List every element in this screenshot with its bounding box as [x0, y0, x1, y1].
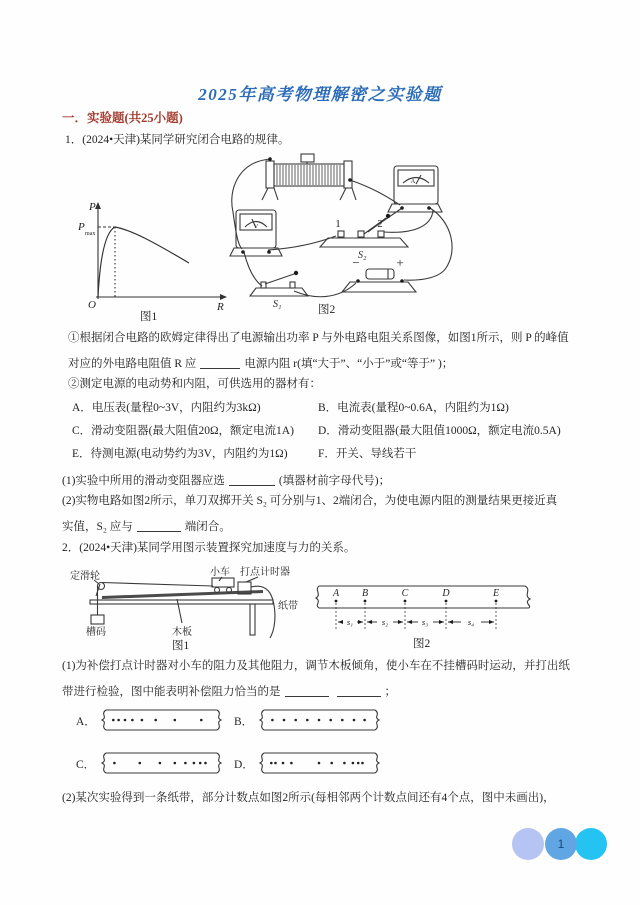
option-b — [318, 403, 509, 415]
option-f — [318, 449, 416, 461]
weight-label: 槽码 — [86, 627, 106, 638]
option-e-text: 待测电源(电动势约为3V，内阻约为1Ω) — [90, 448, 288, 460]
answer-blank-q2-1a[interactable] — [285, 684, 329, 697]
option-a-label: A． — [72, 402, 92, 414]
answer-blank-q2-1b[interactable] — [337, 684, 381, 697]
tape-option-b-label: B． — [234, 716, 254, 728]
q1-sub2-line2 — [62, 519, 231, 534]
board-label: 木板 — [172, 627, 192, 638]
fig1-pmax: P — [78, 221, 85, 233]
q1-sub1 — [62, 473, 390, 488]
tape-option-c-label: C． — [76, 759, 96, 771]
tape-option-a-label: A． — [76, 716, 96, 728]
q2-sub1-line1: (1)为补偿打点计时器对小车的阻力及其他阻力，调节木板倾角，使小车在不挂槽码时运动，并打出纸 — [62, 660, 570, 672]
option-f-text: 开关、导线若干 — [335, 448, 417, 460]
page-dot-right[interactable] — [575, 828, 607, 860]
ammeter-label: A — [410, 178, 416, 185]
fig1-caption: 图1 — [140, 311, 158, 323]
tape-option-a — [98, 707, 226, 733]
point-d-label: D — [442, 588, 450, 599]
fig1-pmax-sub: max — [85, 231, 96, 237]
timer-label: 打点计时器 — [240, 567, 290, 578]
fig2-caption: 图2 — [318, 304, 336, 316]
pulley-label: 定滑轮 — [70, 571, 100, 582]
option-e — [72, 449, 288, 461]
switch2-pos1-label: 1 — [335, 218, 341, 230]
voltmeter-label: V — [253, 223, 259, 230]
option-c-text: 滑动变阻器(最大阻值20Ω，额定电流1A) — [91, 425, 294, 437]
question-2-stem: 2．(2024•天津)某同学用图示装置探究加速度与力的关系。 — [62, 542, 356, 554]
point-a-label: A — [332, 588, 340, 599]
q1-sub1-text-a: (1)实验中所用的滑动变阻器应选 — [62, 475, 225, 487]
option-a — [72, 403, 261, 415]
fig2-circuit-diagram — [228, 150, 580, 320]
interval-s2-label: s₂ — [381, 617, 389, 627]
battery-plus-label: + — [396, 255, 404, 270]
q2-sub1-line2a: 带进行检验，图中能表明补偿阻力恰当的是 — [62, 686, 281, 698]
fig1-ylabel: P — [89, 201, 96, 213]
q2-sub1-line2 — [62, 684, 396, 699]
cart-label: 小车 — [210, 567, 230, 578]
fig1-xlabel: R — [217, 301, 224, 313]
option-a-text: 电压表(量程0~3V，内阻约为3kΩ) — [91, 402, 261, 414]
q1-sub2-line2a: 实值，S₂ 应与 — [62, 521, 133, 533]
point-b-label: B — [361, 588, 369, 599]
apparatus-diagram — [62, 565, 314, 661]
option-d — [318, 426, 561, 438]
option-c — [72, 426, 294, 438]
switch1-label: S₁ — [273, 299, 282, 310]
page-dot-left[interactable] — [512, 828, 544, 860]
q1-sub2-line1: (2)实物电路如图2所示，单刀双掷开关 S₂ 可分别与1、2端闭合，为使电源内阻的测量结果更接近真 — [62, 495, 558, 507]
page-indicator-current[interactable]: 1 — [545, 828, 577, 860]
interval-s3-label: s₃ — [421, 617, 429, 627]
option-b-label: B． — [318, 402, 338, 414]
q1-para1-line2a: 对应的外电路电阻值 R 应 — [68, 358, 197, 370]
tape-label: 纸带 — [278, 601, 298, 612]
switch2-label: S₂ — [358, 250, 367, 261]
answer-blank-q1-r[interactable] — [200, 356, 240, 369]
point-c-label: C — [401, 588, 409, 599]
doc-title: 2025年高考物理解密之实验题 — [198, 85, 442, 104]
answer-blank-q1-1[interactable] — [229, 473, 275, 486]
counting-tape-diagram — [313, 567, 581, 655]
q2-sub2: (2)某次实验得到一条纸带，部分计数点如图2所示(每相邻两个计数点间还有4个点，图中未画出)， — [62, 792, 555, 804]
q1-sub1-text-b: (填器材前字母代号)； — [278, 475, 391, 487]
option-c-label: C． — [72, 425, 92, 437]
section-heading: 一．实验题(共25小题) — [62, 111, 183, 125]
tape-option-d — [256, 750, 384, 776]
interval-s1-label: s₁ — [346, 617, 354, 627]
option-d-label: D． — [318, 425, 338, 437]
q1-sub2-line2b: 端闭合。 — [184, 521, 231, 533]
q1-para2: ②测定电源的电动势和内阻，可供选用的器材有： — [68, 378, 321, 390]
apparatus-caption: 图1 — [172, 640, 190, 652]
q2-sub1-line2b: ； — [384, 686, 396, 698]
battery-minus-label: − — [352, 255, 360, 270]
interval-s4-label: s₄ — [467, 617, 475, 627]
answer-blank-q1-2[interactable] — [137, 519, 181, 532]
option-b-text: 电流表(量程0~0.6A，内阻约为1Ω) — [337, 402, 509, 414]
fig1-origin: O — [88, 299, 96, 311]
tape-option-c — [98, 750, 226, 776]
q1-para1-line2 — [68, 356, 453, 371]
point-e-label: E — [492, 588, 500, 599]
q1-para1-line1: ①根据闭合电路的欧姆定律得出了电源输出功率 P 与外电路电阻关系图像，如图1所示，则 P 的峰值 — [68, 332, 569, 344]
tape-option-d-label: D． — [234, 759, 254, 771]
q1-para1-line2b: 电源内阻 r(填“大于”、“小于”或“等于” )； — [244, 358, 454, 370]
option-e-label: E． — [72, 448, 91, 460]
counting-tape-caption: 图2 — [413, 638, 431, 650]
switch2-pos2-label: 2 — [377, 218, 383, 230]
fig1-power-resistance-graph — [77, 196, 237, 324]
question-1-stem: 1．(2024•天津)某同学研究闭合电路的规律。 — [65, 134, 290, 146]
tape-option-b — [256, 707, 384, 733]
option-f-label: F． — [318, 448, 336, 460]
option-d-text: 滑动变阻器(最大阻值1000Ω，额定电流0.5A) — [337, 425, 561, 437]
